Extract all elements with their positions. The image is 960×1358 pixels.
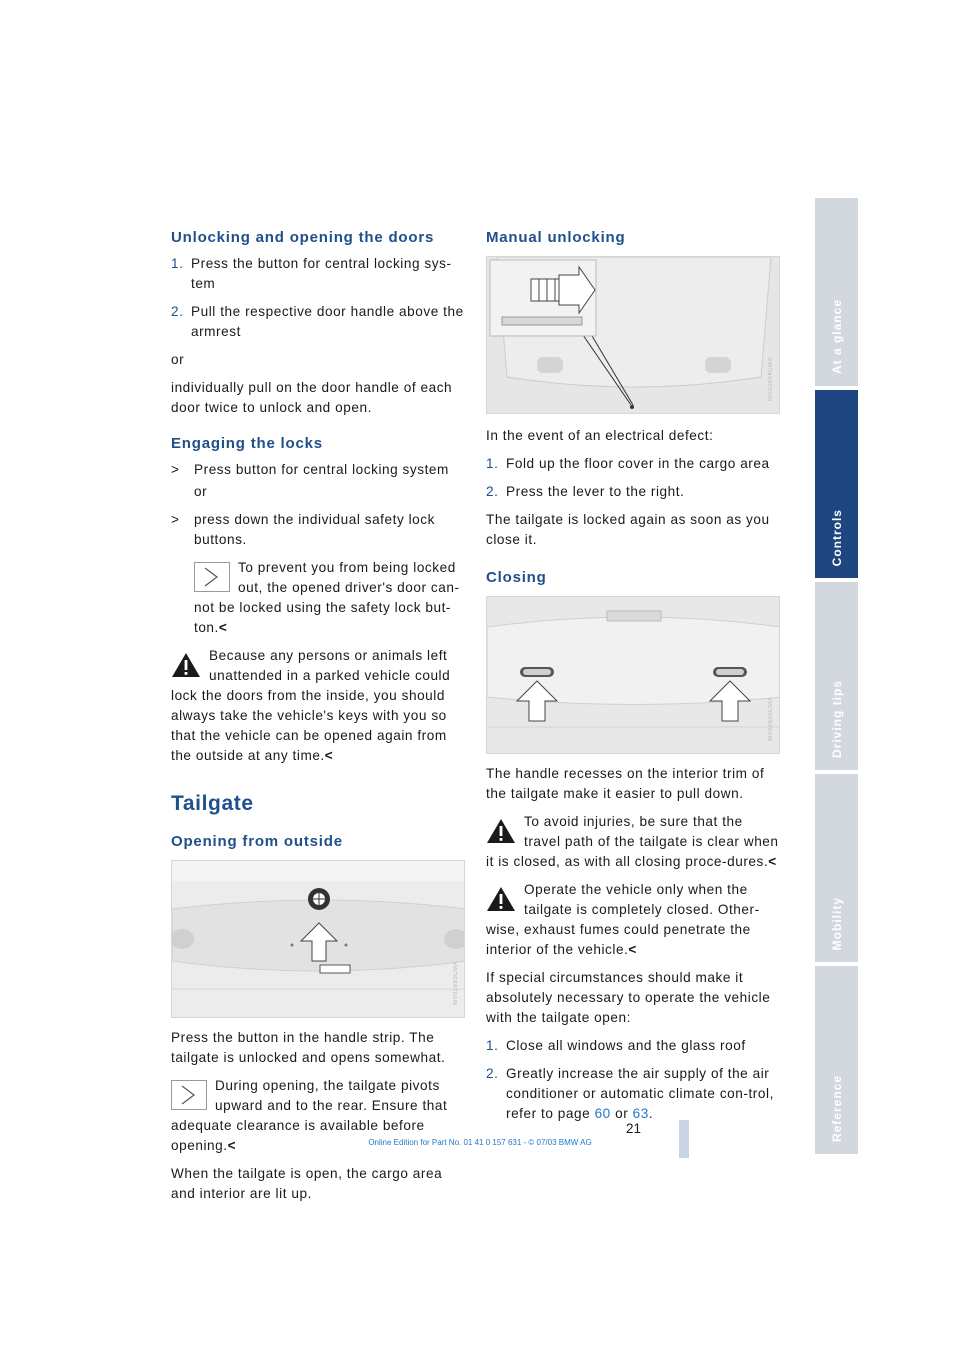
warning-operate: Operate the vehicle only when the tailgate is completely closed. Other-wise, exhaust fumes could penetrate the interior of the vehicle.< [486,882,760,957]
list-item: 1. Fold up the floor cover in the cargo area [486,456,770,471]
list-item: 2. Pull the respective door handle above the armrest [171,304,464,339]
engage-heading: Engaging the locks [171,435,323,452]
list-item: 2. Greatly increase the air supply of the air conditioner or automatic climate con-trol, refer to page 60 or 63. [486,1066,774,1121]
closing-heading: Closing [486,569,547,586]
warning-persons: Because any persons or animals left unattended in a parked vehicle could lock the doors from the inside, you should always take the vehicle's keys with you so that the vehicle can be opened again from the outside at any time.< [171,648,451,763]
warning-icon [171,652,201,678]
lit-up-text: When the tailgate is open, the cargo area and interior are lit up. [171,1166,443,1201]
tailgate-heading: Tailgate [171,792,254,815]
manual-heading: Manual unlocking [486,229,626,246]
special-text: If special circumstances should make it absolutely necessary to operate the vehicle with the tailgate open: [486,970,771,1025]
warning-injuries: To avoid injuries, be sure that the travel path of the tailgate is clear when it is closed, as with all closing proce-dures.< [486,814,779,869]
figure-code: MV02695CMA [768,697,774,742]
left-column [171,228,466,1212]
warning-icon [486,818,516,844]
list-item: 1. Press the button for central locking sys-tem [171,256,452,291]
note-opening: During opening, the tailgate pivots upward and to the rear. Ensure that adequate clearance is available before opening.< [171,1078,448,1153]
list-item: 2. Press the lever to the right. [486,484,685,499]
locked-again-text: The tailgate is locked again as soon as you close it. [486,512,770,547]
footer: Online Edition for Part No. 01 41 0 157 631 - © 07/03 BMW AG [368,1138,592,1147]
note-locked-out: To prevent you from being locked out, the opened driver's door can-not be locked using the safety lock but-ton.< [194,560,460,635]
press-button-text: Press the button in the handle strip. The tailgate is unlocked and opens somewhat. [171,1030,446,1065]
unlock-individually: individually pull on the door handle of each door twice to unlock and open. [171,380,453,415]
figure-tailgate-outside [171,860,465,1018]
page-link-63[interactable]: 63 [632,1106,649,1121]
page-link-60[interactable]: 60 [594,1106,611,1121]
handle-recesses-text: The handle recesses on the interior trim of the tailgate make it easier to pull down. [486,766,765,801]
engage-or: or [194,484,208,499]
unlock-or: or [171,352,185,367]
right-column [486,228,781,1132]
figure-manual-unlocking [486,256,780,414]
tab-controls[interactable]: Controls [815,390,858,580]
note-icon [194,562,230,592]
list-item: 1. Close all windows and the glass roof [486,1038,746,1053]
tailgate-outside-illustration [172,861,465,1018]
unlock-heading: Unlocking and opening the doors [171,229,435,246]
tab-driving-tips[interactable]: Driving tips [815,582,858,772]
list-item: > Press button for central locking system [171,462,449,477]
section-tabs [815,198,858,1160]
tab-mobility[interactable]: Mobility [815,774,858,964]
tab-reference[interactable]: Reference [815,966,858,1156]
note-icon [171,1080,207,1110]
manual-unlocking-illustration [487,257,780,414]
closing-illustration [487,597,780,754]
list-item: > press down the individual safety lock buttons. [171,512,435,547]
warning-icon [486,886,516,912]
page-number: 21 [626,1121,642,1136]
figure-closing [486,596,780,754]
tab-at-a-glance[interactable]: At a glance [815,198,858,388]
outside-heading: Opening from outside [171,833,343,850]
electrical-text: In the event of an electrical defect: [486,428,714,443]
figure-code: MV02694CMA [768,357,774,402]
figure-code: MV02693CMA [453,961,459,1006]
